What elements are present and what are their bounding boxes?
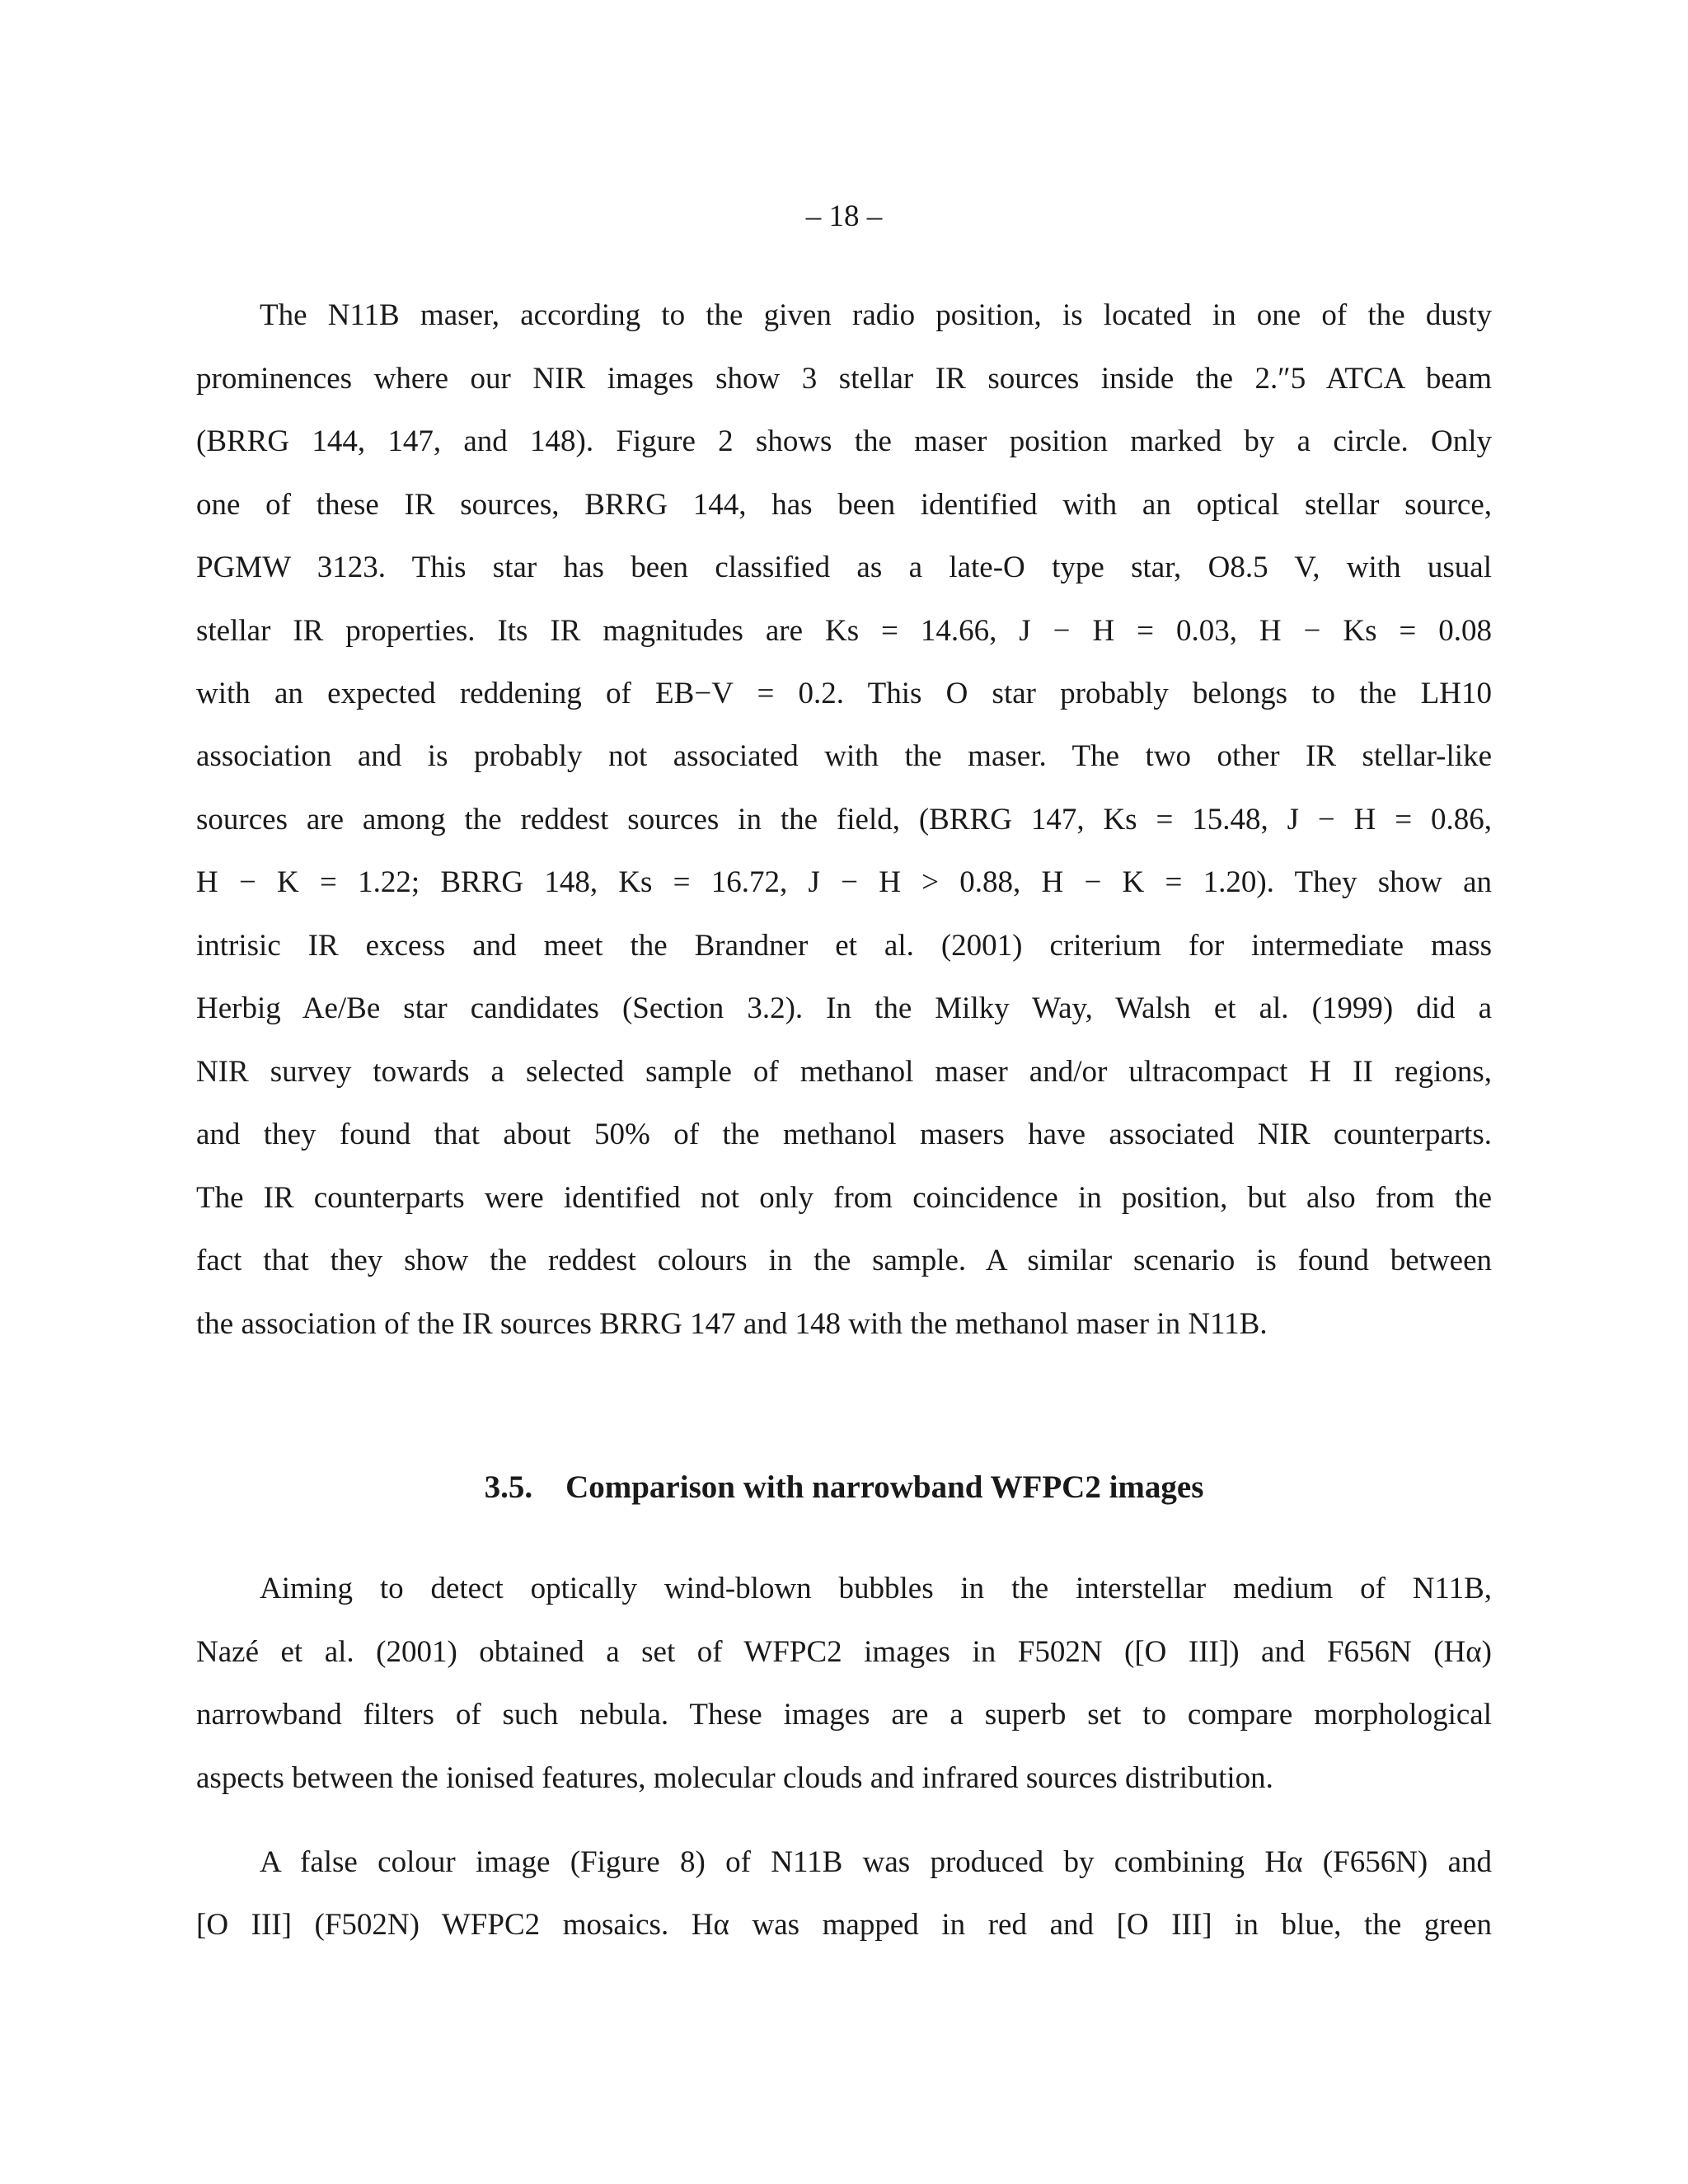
section-number: 3.5. — [484, 1469, 533, 1505]
text-line: with an expected reddening of EB−V = 0.2. This O star probably belongs to the LH10 — [196, 677, 1492, 710]
text-line: NIR survey towards a selected sample of methanol maser and/or ultracompact H II regions, — [196, 1055, 1492, 1089]
text-line: aspects between the ionised features, molecular clouds and infrared sources distribution. — [196, 1761, 1273, 1795]
text-line: narrowband filters of such nebula. These images are a superb set to compare morphological — [196, 1698, 1492, 1732]
text-line: A false colour image (Figure 8) of N11B was produced by combining Hα (F656N) and — [260, 1845, 1492, 1879]
text-line: The N11B maser, according to the given radio position, is located in one of the dusty — [260, 298, 1492, 332]
text-line: (BRRG 144, 147, and 148). Figure 2 shows the maser position marked by a circle. Only — [196, 424, 1492, 458]
text-line: stellar IR properties. Its IR magnitudes are Ks = 14.66, J − H = 0.03, H − Ks = 0.08 — [196, 614, 1492, 648]
text-line: [O III] (F502N) WFPC2 mosaics. Hα was mapped in red and [O III] in blue, the green — [196, 1908, 1492, 1942]
text-line: H − K = 1.22; BRRG 148, Ks = 16.72, J − H > 0.88, H − K = 1.20). They show an — [196, 865, 1492, 899]
text-line: PGMW 3123. This star has been classified as a late-O type star, O8.5 V, with usual — [196, 551, 1492, 584]
page-number: – 18 – — [805, 199, 883, 233]
text-line: The IR counterparts were identified not only from coincidence in position, but also from the — [196, 1181, 1492, 1215]
text-line: and they found that about 50% of the methanol masers have associated NIR counterparts. — [196, 1118, 1492, 1151]
text-line: one of these IR sources, BRRG 144, has been identified with an optical stellar source, — [196, 488, 1492, 522]
text-line: Nazé et al. (2001) obtained a set of WFPC2 images in F502N ([O III]) and F656N (Hα) — [196, 1635, 1492, 1669]
text-line: intrisic IR excess and meet the Brandner et al. (2001) criterium for intermediate mass — [196, 929, 1492, 963]
text-line: Aiming to detect optically wind-blown bubbles in the interstellar medium of N11B, — [260, 1572, 1492, 1605]
section-title: Comparison with narrowband WFPC2 images — [565, 1469, 1204, 1505]
text-line: association and is probably not associated with the maser. The two other IR stellar-like — [196, 739, 1492, 773]
text-line: prominences where our NIR images show 3 stellar IR sources inside the 2.″5 ATCA beam — [196, 362, 1492, 396]
section-heading — [0, 1467, 1688, 1508]
text-line: the association of the IR sources BRRG 147 and 148 with the methanol maser in N11B. — [196, 1307, 1268, 1341]
text-line: Herbig Ae/Be star candidates (Section 3.2). In the Milky Way, Walsh et al. (1999) did a — [196, 991, 1492, 1025]
text-line: fact that they show the reddest colours in the sample. A similar scenario is found between — [196, 1244, 1492, 1277]
text-line: sources are among the reddest sources in the field, (BRRG 147, Ks = 15.48, J − H = 0.86, — [196, 803, 1492, 837]
